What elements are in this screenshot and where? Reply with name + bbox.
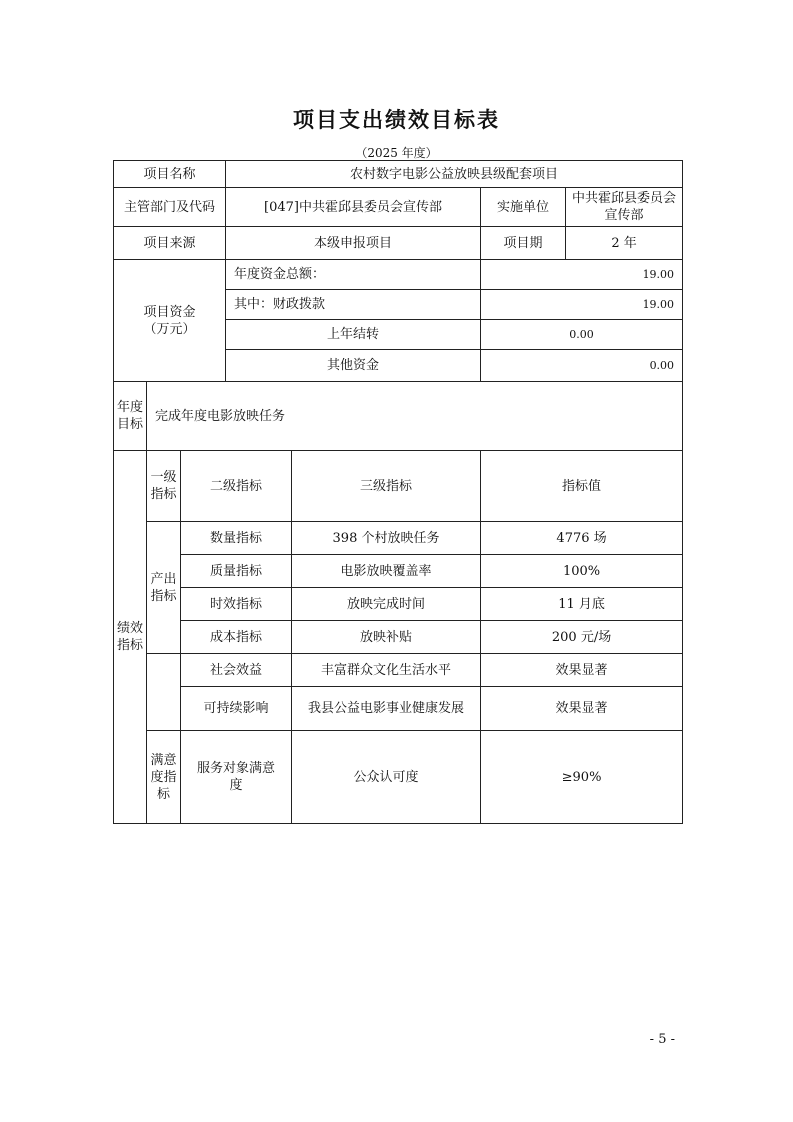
period-label: 项目期 bbox=[481, 227, 566, 260]
dept-label: 主管部门及代码 bbox=[114, 188, 226, 227]
project-name-value: 农村数字电影公益放映县级配套项目 bbox=[226, 161, 683, 188]
output-level2: 质量指标 bbox=[181, 555, 292, 588]
output-level3: 放映完成时间 bbox=[292, 588, 481, 621]
header-value: 指标值 bbox=[481, 451, 683, 522]
output-value: 4776 场 bbox=[481, 522, 683, 555]
table-row bbox=[114, 588, 683, 621]
satisfaction-value: ≥90% bbox=[481, 731, 683, 824]
table-row bbox=[114, 731, 683, 824]
output-value: 11 月底 bbox=[481, 588, 683, 621]
effect-indicator-label bbox=[147, 654, 181, 731]
period-value: 2 年 bbox=[566, 227, 683, 260]
table-row bbox=[114, 451, 683, 522]
header-level2: 二级指标 bbox=[181, 451, 292, 522]
output-level2: 成本指标 bbox=[181, 621, 292, 654]
project-name-label: 项目名称 bbox=[114, 161, 226, 188]
table-row bbox=[114, 188, 683, 227]
annual-goal-label: 年度目标 bbox=[114, 382, 147, 451]
table-row bbox=[114, 687, 683, 731]
header-level3: 三级指标 bbox=[292, 451, 481, 522]
page-title: 项目支出绩效目标表 bbox=[293, 107, 500, 132]
effect-level3: 我县公益电影事业健康发展 bbox=[292, 687, 481, 731]
funds-other-label: 其他资金 bbox=[226, 350, 481, 382]
funds-other-value: 0.00 bbox=[481, 350, 683, 382]
output-level3: 放映补贴 bbox=[292, 621, 481, 654]
funds-carryover-label: 上年结转 bbox=[226, 320, 481, 350]
source-label: 项目来源 bbox=[114, 227, 226, 260]
table-row bbox=[114, 227, 683, 260]
year-subtitle: （2025 年度） bbox=[355, 146, 438, 160]
output-value: 200 元/场 bbox=[481, 621, 683, 654]
output-indicator-label: 产出指标 bbox=[147, 522, 181, 654]
funds-total-label: 年度资金总额： bbox=[226, 260, 481, 290]
output-level3: 电影放映覆盖率 bbox=[292, 555, 481, 588]
page-number: - 5 - bbox=[649, 1032, 675, 1047]
table-row bbox=[114, 555, 683, 588]
output-level2: 数量指标 bbox=[181, 522, 292, 555]
dept-value: [047]中共霍邱县委员会宣传部 bbox=[226, 188, 481, 227]
table-row bbox=[114, 260, 683, 290]
table-row bbox=[114, 522, 683, 555]
output-level2: 时效指标 bbox=[181, 588, 292, 621]
funds-fiscal-value: 19.00 bbox=[481, 290, 683, 320]
satisfaction-level3: 公众认可度 bbox=[292, 731, 481, 824]
funds-fiscal-label: 其中：财政拨款 bbox=[226, 290, 481, 320]
funds-label: 项目资金（万元） bbox=[114, 260, 226, 382]
impl-unit-label: 实施单位 bbox=[481, 188, 566, 227]
effect-value: 效果显著 bbox=[481, 654, 683, 687]
effect-value: 效果显著 bbox=[481, 687, 683, 731]
funds-carryover-value: 0.00 bbox=[481, 320, 683, 350]
table-row bbox=[114, 382, 683, 451]
table-row bbox=[114, 654, 683, 687]
perf-indicator-label: 绩效指标 bbox=[114, 451, 147, 824]
satisfaction-indicator-label: 满意度指标 bbox=[147, 731, 181, 824]
source-value: 本级申报项目 bbox=[226, 227, 481, 260]
table-row bbox=[114, 161, 683, 188]
effect-level3: 丰富群众文化生活水平 bbox=[292, 654, 481, 687]
funds-total-value: 19.00 bbox=[481, 260, 683, 290]
effect-level2: 可持续影响 bbox=[181, 687, 292, 731]
satisfaction-level2: 服务对象满意度 bbox=[181, 731, 292, 824]
effect-level2: 社会效益 bbox=[181, 654, 292, 687]
output-value: 100% bbox=[481, 555, 683, 588]
performance-target-table bbox=[113, 160, 683, 824]
impl-unit-value: 中共霍邱县委员会宣传部 bbox=[566, 188, 683, 227]
annual-goal-text: 完成年度电影放映任务 bbox=[147, 382, 683, 451]
output-level3: 398 个村放映任务 bbox=[292, 522, 481, 555]
header-level1: 一级指标 bbox=[147, 451, 181, 522]
table-row bbox=[114, 621, 683, 654]
